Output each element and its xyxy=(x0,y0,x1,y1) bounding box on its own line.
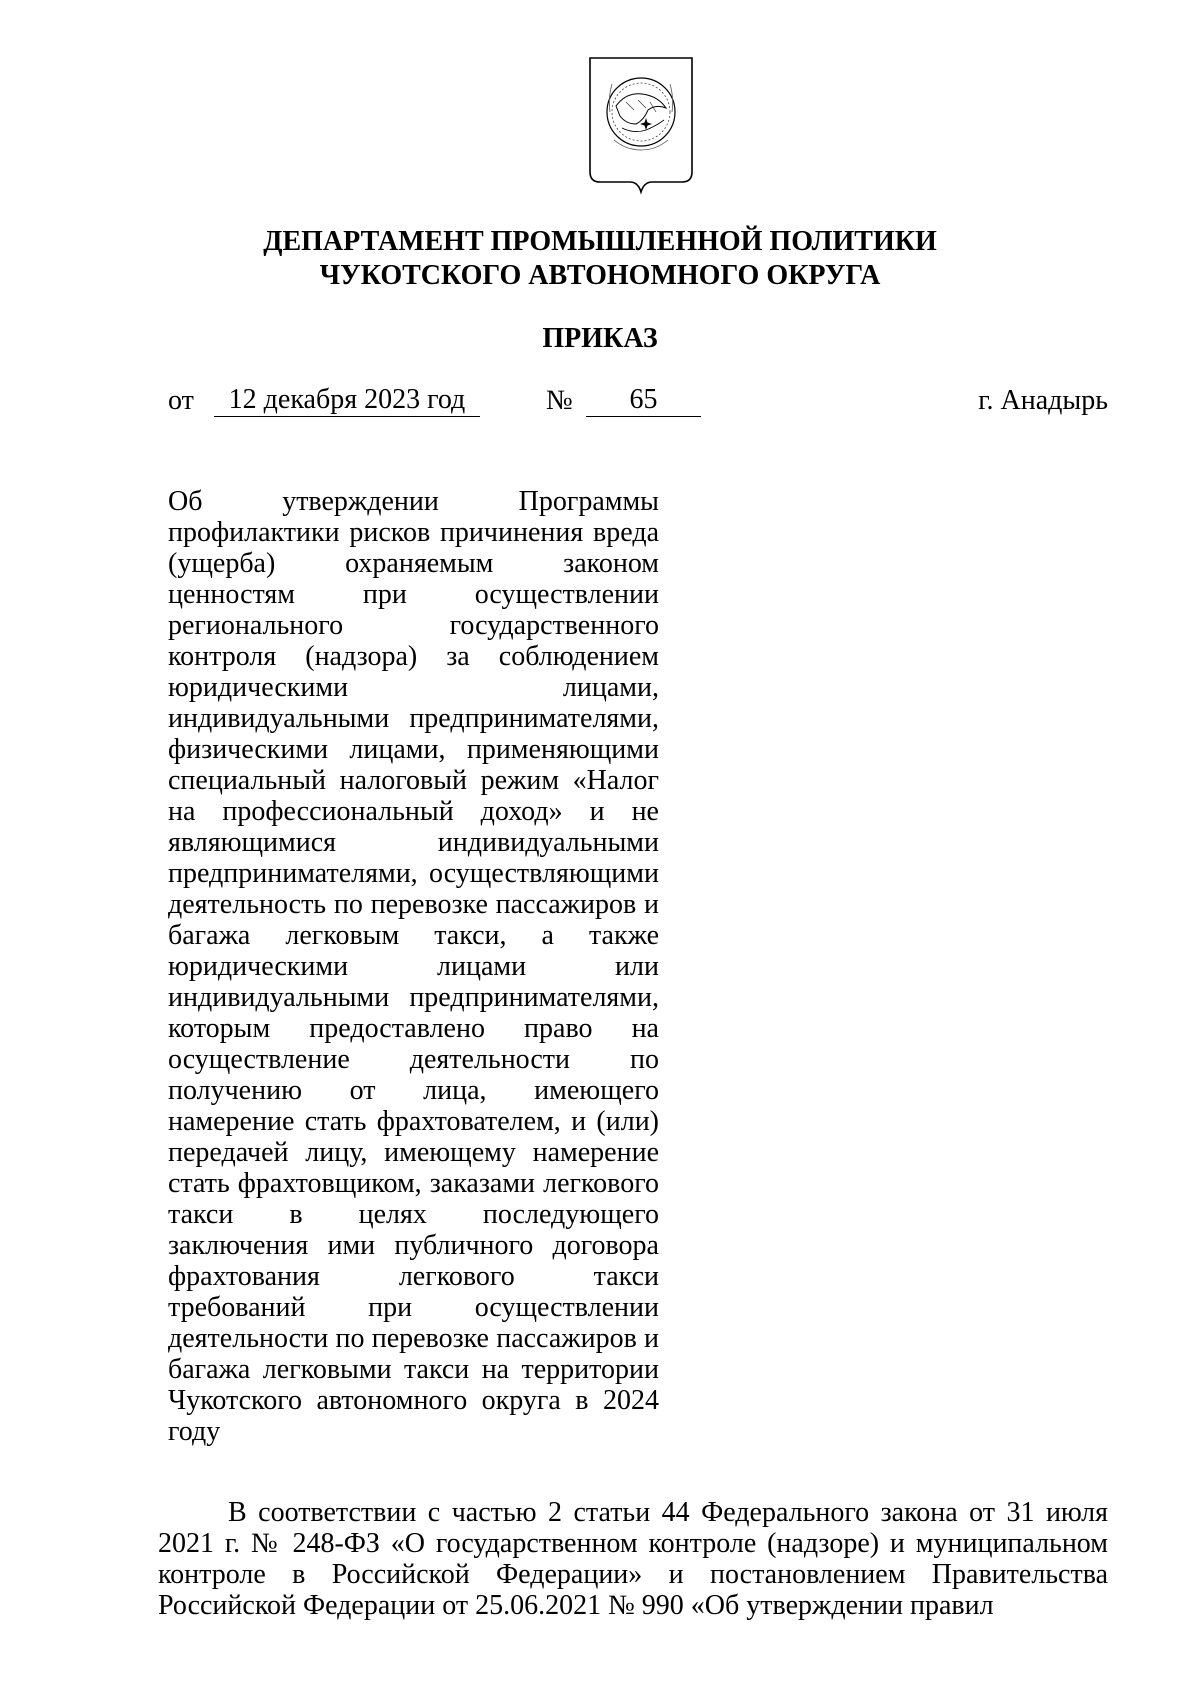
city-label: г. Анадырь xyxy=(978,385,1108,416)
department-line-1: ДЕПАРТАМЕНТ ПРОМЫШЛЕННОЙ ПОЛИТИКИ xyxy=(263,226,937,257)
order-number: 65 xyxy=(586,384,701,417)
department-line-2: ЧУКОТСКОГО АВТОНОМНОГО ОКРУГА xyxy=(319,260,881,291)
department-name xyxy=(0,225,1200,293)
coat-of-arms-icon xyxy=(586,54,696,204)
body-paragraph-1: В соответствии с частью 2 статьи 44 Федерального закона от 31 июля 2021 г. № 248-ФЗ «О государственном контроле (надзоре) и муниципальном контроле в Российской Федерации» и постановлением Правительства Российской Федерации от 25.06.2021 № 990 «Об утверждении правил xyxy=(158,1497,1108,1621)
order-meta-row xyxy=(168,384,1108,420)
order-date: 12 декабря 2023 год xyxy=(214,384,480,417)
number-sign-label: № xyxy=(546,385,573,416)
date-prefix-label: от xyxy=(168,385,194,416)
document-type-title: ПРИКАЗ xyxy=(542,323,658,354)
order-subject: Об утверждении Программы профилактики рисков причинения вреда (ущерба) охраняемым законом ценностям при осуществлении регионального государственного контроля (надзора) за соблюдением юридическими лицами, индивидуальными предпринимателями, физическими лицами, применяющими специальный налоговый режим «Налог на профессиональный доход» и не являющимися индивидуальными предпринимателями, осуществляющими деятельность по перевозке пассажиров и багажа легковым такси, а также юридическими лицами или индивидуальными предпринимателями, которым предоставлено право на осуществление деятельности по получению от лица, имеющего намерение стать фрахтователем, и (или) передачей лицу, имеющему намерение стать фрахтовщиком, заказами легкового такси в целях последующего заключения ими публичного договора фрахтования легкового такси требований при осуществлении деятельности по перевозке пассажиров и багажа легковыми такси на территории Чукотского автономного округа в 2024 году xyxy=(168,486,659,1447)
